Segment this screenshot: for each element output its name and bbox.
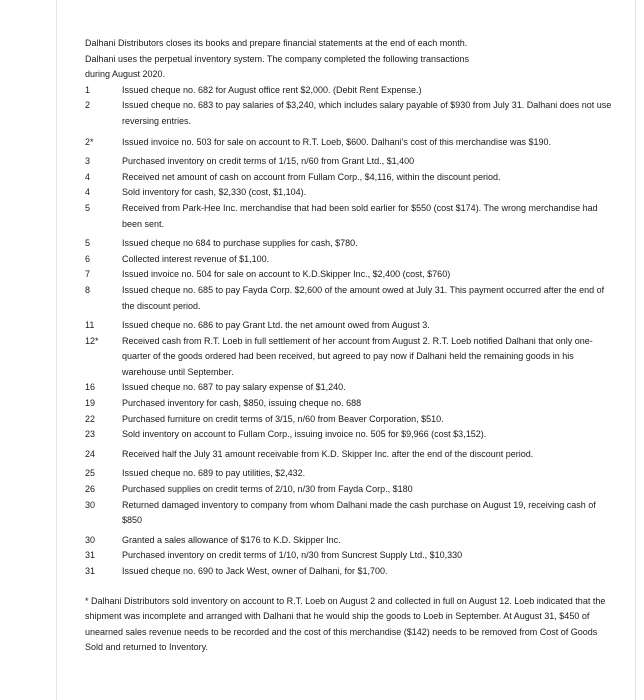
transaction-text: Sold inventory on account to Fullam Corp., issuing invoice no. 505 for $9,966 (cost $3,152). [122,429,487,440]
transaction-item [85,201,615,232]
intro-line-2: Dalhani uses the perpetual inventory system. The company completed the following transactions [85,53,470,64]
document-page [56,0,636,700]
transaction-text: Issued cheque no. 683 to pay salaries of $3,240, which includes salary payable of $930 from July 31. Dalhani does not use reversing entries. [122,100,612,126]
transaction-text: Sold inventory for cash, $2,330 (cost, $1,104). [122,187,307,198]
transaction-day: 26 [85,484,96,495]
intro-paragraph [85,36,615,83]
transaction-text: Returned damaged inventory to company from whom Dalhani made the cash purchase on August 19, receiving cash of $850 [122,499,596,526]
transaction-text: Issued invoice no. 504 for sale on account to K.D.Skipper Inc., $2,400 (cost, $760) [122,269,451,280]
transaction-item [85,318,615,334]
intro-line-3: during August 2020. [85,69,166,80]
transaction-item [85,447,615,463]
transaction-item [85,466,615,482]
transaction-day: 16 [85,382,96,393]
transaction-day: 2 [85,100,91,111]
intro-line-1: Dalhani Distributors closes its books and prepare financial statements at the end of each month. [85,38,468,48]
transaction-item [85,267,615,283]
transaction-item [85,533,615,549]
transaction-text: Issued cheque no. 682 for August office rent $2,000. (Debit Rent Expense.) [122,84,422,95]
transaction-item [85,380,615,396]
transaction-item [85,170,615,186]
transaction-text: Issued cheque no. 687 to pay salary expense of $1,240. [122,382,346,393]
document-content [85,36,615,656]
transaction-item [85,564,615,580]
transaction-day: 2* [85,136,94,147]
footnote-text: * Dalhani Distributors sold inventory on account to R.T. Loeb on August 2 and collected in full on August 12. Loeb indicated that the shipment was incomplete and arranged with Dalhani that he would ship the goods to Loeb in September. At August 31, $450 of unearned sales revenue needs to be recorded and the cost of this merchandise ($142) needs to be removed from Cost of Goods Sold and returned to Inventory. [85,595,606,653]
footnote [85,594,615,656]
transaction-text: Issued invoice no. 503 for sale on account to R.T. Loeb, $600. Dalhani's cost of this merchandise was $190. [122,136,551,147]
transaction-day: 6 [85,253,91,264]
transaction-item [85,135,615,151]
transaction-day: 30 [85,534,96,545]
transaction-day: 24 [85,448,96,459]
transaction-day: 3 [85,156,91,167]
transaction-day: 25 [85,468,96,479]
transaction-text: Purchased inventory on credit terms of 1/15, n/60 from Grant Ltd., $1,400 [122,156,415,167]
transaction-day: 22 [85,413,96,424]
transaction-day: 5 [85,238,91,249]
transaction-text: Issued cheque no. 689 to pay utilities, $2,432. [122,468,306,479]
transaction-item [85,185,615,201]
transaction-text: Issued cheque no. 690 to Jack West, owner of Dalhani, for $1,700. [122,566,388,576]
transaction-item [85,498,615,529]
transaction-list [85,83,615,580]
transaction-item [85,334,615,381]
transaction-text: Granted a sales allowance of $176 to K.D. Skipper Inc. [122,534,341,545]
transaction-day: 31 [85,550,96,561]
transaction-text: Received net amount of cash on account from Fullam Corp., $4,116, within the discount period. [122,171,501,182]
transaction-day: 7 [85,269,91,280]
transaction-day: 8 [85,284,91,295]
transaction-item [85,396,615,412]
transaction-item [85,283,615,314]
transaction-text: Issued cheque no 684 to purchase supplies for cash, $780. [122,238,358,249]
transaction-text: Purchased supplies on credit terms of 2/10, n/30 from Fayda Corp., $180 [122,484,413,495]
transaction-day: 4 [85,187,91,198]
transaction-text: Received half the July 31 amount receivable from K.D. Skipper Inc. after the end of the discount period. [122,448,534,459]
transaction-item [85,154,615,170]
transaction-item [85,427,615,443]
transaction-day: 5 [85,202,91,213]
transaction-item [85,83,615,99]
transaction-day: 11 [85,320,95,331]
transaction-text: Purchased furniture on credit terms of 3/15, n/60 from Beaver Corporation, $510. [122,413,444,424]
transaction-text: Received cash from R.T. Loeb in full settlement of her account from August 2. R.T. Loeb notified Dalhani that only one-quarter of the goods ordered had been received, but agreed to pay now if Dalhani held the remaining goods in his warehouse until September. [122,335,593,377]
transaction-day: 19 [85,398,96,409]
transaction-item [85,548,615,564]
transaction-day: 31 [85,566,96,576]
transaction-item [85,412,615,428]
transaction-day: 30 [85,499,96,510]
transaction-text: Collected interest revenue of $1,100. [122,253,270,264]
transaction-text: Issued cheque no. 686 to pay Grant Ltd. the net amount owed from August 3. [122,320,430,331]
transaction-item [85,236,615,252]
transaction-day: 1 [85,84,91,95]
transaction-day: 12* [85,335,99,346]
transaction-text: Purchased inventory for cash, $850, issuing cheque no. 688 [122,398,362,409]
transaction-item [85,482,615,498]
transaction-text: Issued cheque no. 685 to pay Fayda Corp. $2,600 of the amount owed at July 31. This payment occurred after the end of the discount period. [122,284,605,311]
transaction-text: Purchased inventory on credit terms of 1/10, n/30 from Suncrest Supply Ltd., $10,330 [122,550,463,561]
transaction-text: Received from Park-Hee Inc. merchandise that had been sold earlier for $550 (cost $174). The wrong merchandise had been sent. [122,202,598,229]
transaction-item [85,252,615,268]
transaction-day: 4 [85,171,91,182]
transaction-item [85,98,615,129]
transaction-day: 23 [85,429,96,440]
